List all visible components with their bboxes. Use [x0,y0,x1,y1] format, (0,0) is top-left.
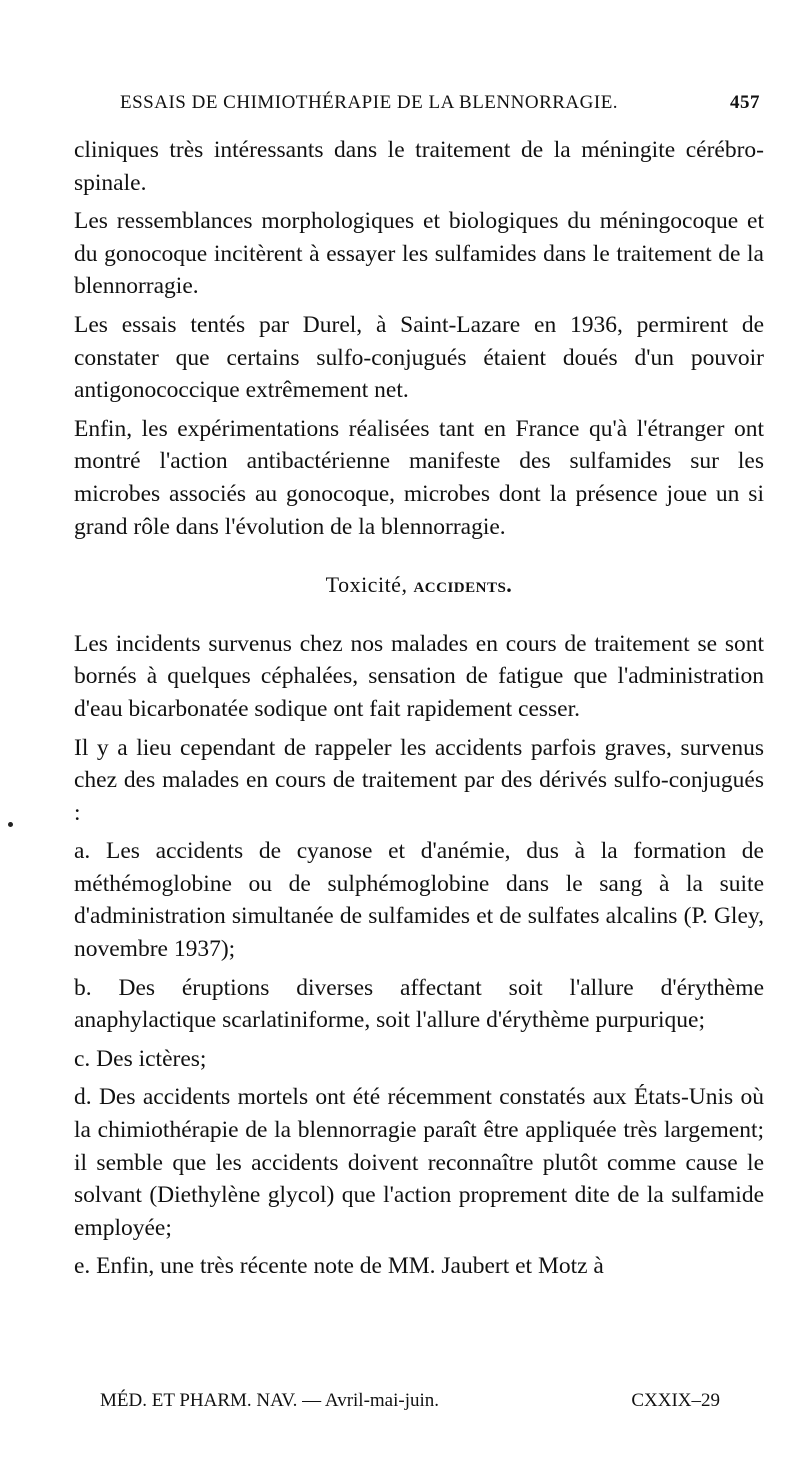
margin-dot [8,822,13,827]
footer-signature: CXXIX–29 [631,1390,720,1411]
page-footer [100,1390,720,1418]
section-title-rest: accidents. [413,572,513,598]
paragraph-2: Les ressemblances morphologiques et biologiques du méningocoque et du gonocoque incitèrent à essayer les sulfamides dans le traitement de la blennorragie. [74,208,764,300]
section-title: Toxicité, accidents. [325,572,513,598]
list-item-d: d. Des accidents mortels ont été récemment constatés aux États-Unis où la chimiothérapie de la blennorragie paraît être appliquée très largement; il semble que les accidents doivent reconnaître plutôt comme cause le solvant (Diethylène glycol) que l'action proprement dite de la sulfamide employée; [74,1084,764,1241]
paragraph-4: Enfin, les expérimentations réalisées tant en France qu'à l'étranger ont montré l'action antibactérienne manifeste des sulfamides sur les microbes associés au gonocoque, microbes dont la présence joue un si grand rôle dans l'évolution de la blennorragie. [74,415,764,540]
footer-journal: MÉD. ET PHARM. NAV. — Avril-mai-juin. [100,1390,440,1411]
body-text [74,134,764,1283]
list-item-a: a. Les accidents de cyanose et d'anémie, dus à la formation de méthémoglobine ou de sulphémoglobine dans le sang à la suite d'administration simultanée de sulfamides et de sulfates alcalins (P. Gley, novembre 1937); [74,838,764,963]
list-item-b: b. Des éruptions diverses affectant soit l'allure d'érythème anaphylactique scarlatiniforme, soit l'allure d'érythème purpurique; [74,974,764,1034]
page-number: 457 [730,92,760,113]
paragraph-1: cliniques très intéressants dans le traitement de la méningite cérébro-spinale. [74,137,764,196]
running-title: ESSAIS DE CHIMIOTHÉRAPIE DE LA BLENNORRAGIE. [120,92,619,113]
section-title-first: Toxicité [325,572,402,598]
paragraph-3: Les essais tentés par Durel, à Saint-Lazare en 1936, permirent de constater que certains sulfo-conjugués étaient doués d'un pouvoir antigonococcique extrêmement net. [74,311,764,404]
running-head [120,92,760,116]
paragraph-6: Il y a lieu cependant de rappeler les accidents parfois graves, survenus chez des malades en cours de traitement par des dérivés sulfo-conjugués : [74,734,764,826]
list-item-e: e. Enfin, une très récente note de MM. Jaubert et Motz à [74,1253,604,1280]
list-item-c: c. Des ictères; [74,1045,207,1072]
paragraph-5: Les incidents survenus chez nos malades en cours de traitement se sont bornés à quelques céphalées, sensation de fatigue que l'administration d'eau bicarbonatée sodique ont fait rapidement cesser. [74,630,764,722]
